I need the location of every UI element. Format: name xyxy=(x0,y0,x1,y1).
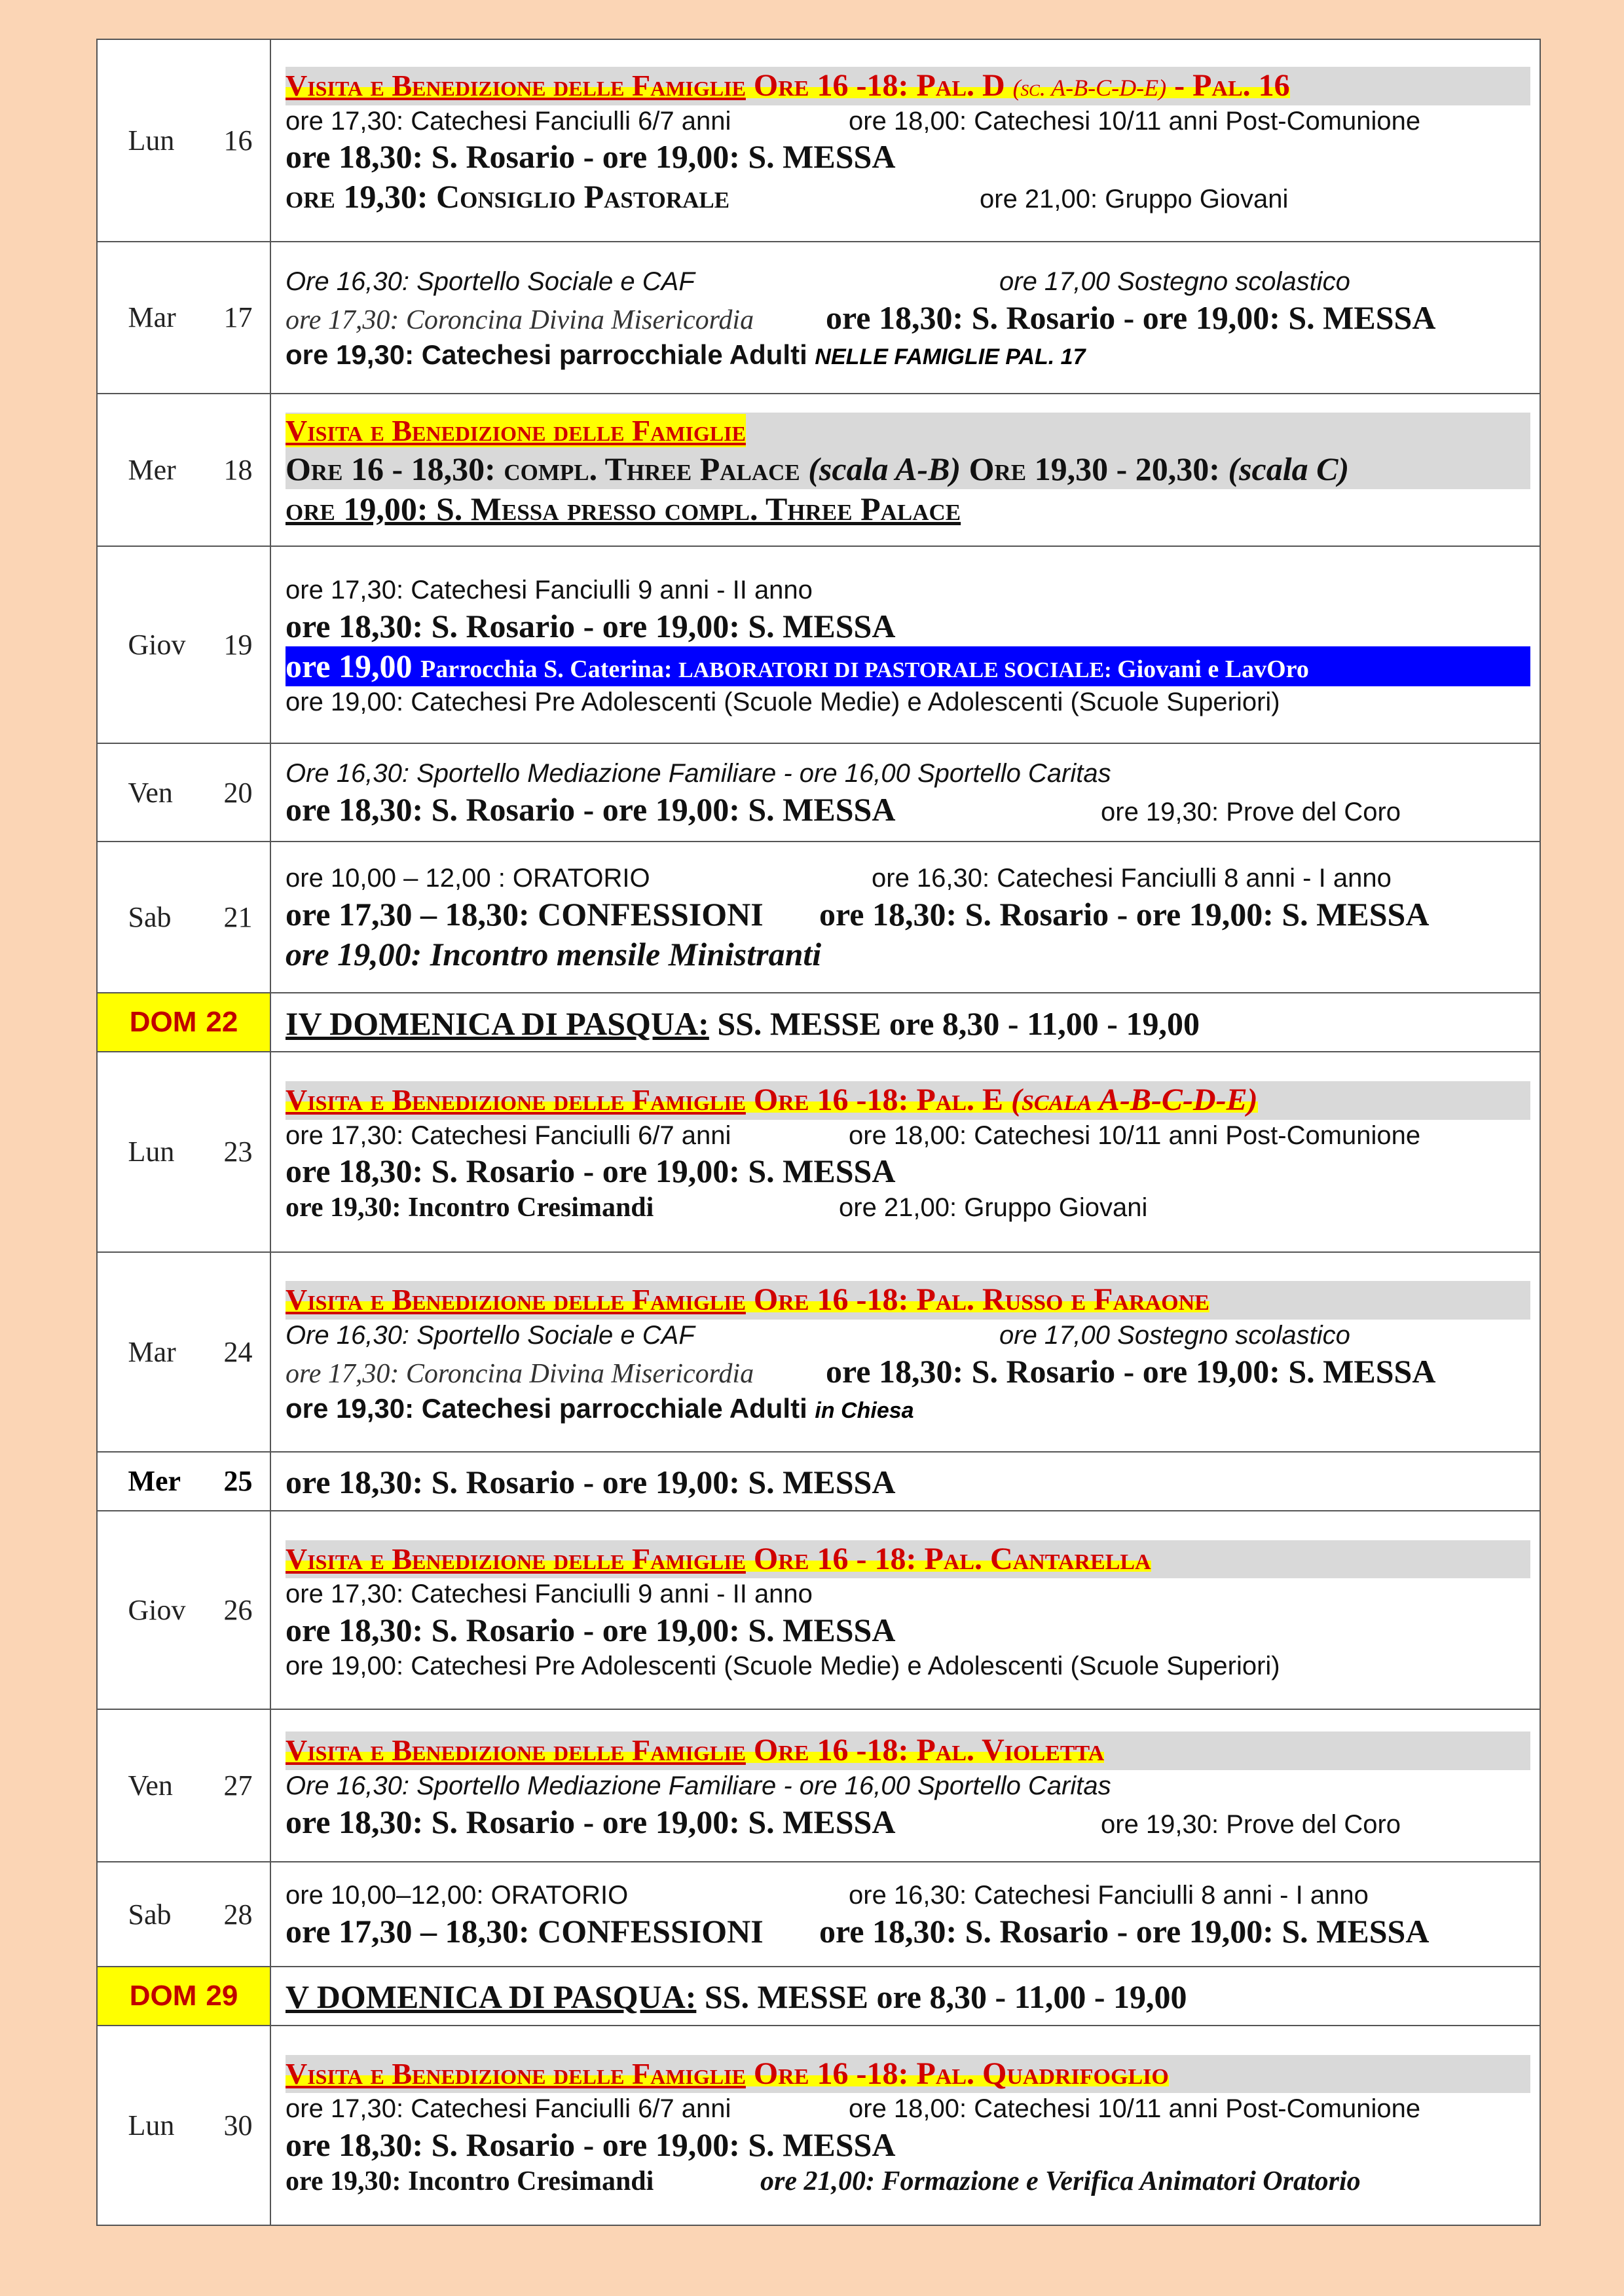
event-text: Ore 16,30: Sportello Mediazione Familiare - ore 16,00 Sportello Caritas xyxy=(286,1771,1111,1800)
events-cell xyxy=(271,394,1540,546)
schedule-row xyxy=(98,1052,1540,1252)
schedule-row xyxy=(98,993,1540,1052)
day-cell xyxy=(98,1453,271,1510)
event-text: ore 21,00: Gruppo Giovani xyxy=(980,185,1289,214)
day-number: 19 xyxy=(223,629,253,661)
event-text: Ore 16,30: Sportello Sociale e CAF xyxy=(286,1320,695,1350)
day-cell xyxy=(98,1052,271,1251)
events-cell xyxy=(271,1453,1540,1510)
events-cell xyxy=(271,1967,1540,2025)
day-number: 27 xyxy=(223,1769,253,1802)
event-line xyxy=(286,1191,1530,1225)
event-text: Visita e Benedizione delle Famiglie xyxy=(286,1083,746,1117)
event-line xyxy=(286,1731,1530,1770)
event-line xyxy=(286,1151,1530,1191)
event-line xyxy=(286,413,1530,449)
event-text: ore 19,30: Catechesi parrocchiale Adulti xyxy=(286,1392,815,1424)
schedule-row xyxy=(98,2026,1540,2225)
event-text: Visita e Benedizione delle Famiglie xyxy=(286,1283,746,1317)
event-text: ore 18,00: Catechesi 10/11 anni Post-Comunione xyxy=(849,2094,1421,2124)
events-cell xyxy=(271,1710,1540,1861)
day-number: 20 xyxy=(223,776,253,809)
day-cell xyxy=(98,40,271,241)
event-text: Ore 16,30: Sportello Sociale e CAF xyxy=(286,267,695,297)
day-number: 24 xyxy=(223,1335,253,1368)
event-text: (scala A-B) xyxy=(808,451,961,488)
day-name: Ven xyxy=(128,1769,173,1802)
schedule-row xyxy=(98,842,1540,993)
day-name: Mar xyxy=(128,1335,176,1368)
event-text: IV DOMENICA DI PASQUA: xyxy=(286,1005,709,1042)
event-text: Ore 16 -18: Pal. D xyxy=(745,67,1013,103)
event-text: ore 18,30: S. Rosario - ore 19,00: S. MESSA xyxy=(819,896,1430,933)
event-line xyxy=(286,1281,1530,1320)
event-text: LABORATORI DI PASTORALE SOCIALE: xyxy=(678,657,1118,682)
events-cell xyxy=(271,1862,1540,1966)
event-text: ore 19,30: Incontro Cresimandi xyxy=(286,1193,654,1223)
day-cell xyxy=(98,1710,271,1861)
event-line xyxy=(286,1977,1530,2017)
event-line xyxy=(286,177,1530,217)
schedule-row xyxy=(98,1253,1540,1453)
day-number: 18 xyxy=(223,453,253,486)
event-text: ore 16,30: Catechesi Fanciulli 8 anni - I anno xyxy=(872,864,1392,893)
event-text: Visita e Benedizione delle Famiglie xyxy=(286,2056,746,2090)
day-name: Sab xyxy=(128,1898,172,1931)
event-line xyxy=(286,137,1530,177)
event-text: ore 19,30: Catechesi parrocchiale Adulti xyxy=(286,339,815,371)
event-text: ore 18,30: S. Rosario - ore 19,00: S. MESSA xyxy=(819,1912,1430,1950)
day-number: 25 xyxy=(223,1465,253,1498)
event-text: ore 17,30: Catechesi Fanciulli 6/7 anni xyxy=(286,106,731,136)
day-number: 29 xyxy=(206,1979,238,2012)
event-text: ore 17,30 – 18,30: CONFESSIONI xyxy=(286,1912,764,1950)
day-cell xyxy=(98,1967,271,2025)
event-text: ore 19,00: Catechesi Pre Adolescenti (Scuole Medie) e Adolescenti (Scuole Superiori) xyxy=(286,1651,1280,1680)
event-text: ore 18,30: S. Rosario - ore 19,00: S. MESSA xyxy=(286,607,896,644)
day-number: 23 xyxy=(223,1136,253,1168)
events-cell xyxy=(271,1253,1540,1451)
event-text: SS. MESSE ore 8,30 - 11,00 - 19,00 xyxy=(709,1005,1200,1042)
event-text: V DOMENICA DI PASQUA: xyxy=(286,1978,697,2016)
event-line xyxy=(286,1462,1530,1502)
day-cell xyxy=(98,1862,271,1966)
event-text: ore 17,30: Catechesi Fanciulli 6/7 anni xyxy=(286,1120,731,1150)
event-text: ore 18,30: S. Rosario - ore 19,00: S. MESSA xyxy=(286,2126,896,2163)
event-line xyxy=(286,1650,1530,1682)
event-text: NELLE FAMIGLIE PAL. 17 xyxy=(815,344,1086,370)
event-text: Ore 16 - 18,30: compl. Three Palace xyxy=(286,451,809,488)
day-cell xyxy=(98,394,271,546)
event-line xyxy=(286,1770,1530,1802)
event-line xyxy=(286,935,1530,974)
day-name: Lun xyxy=(128,1136,175,1168)
schedule-sheet xyxy=(96,39,1541,2226)
event-text: ore 18,30: S. Rosario - ore 19,00: S. MESSA xyxy=(286,1464,896,1501)
event-text: ore 17,30: Catechesi Fanciulli 6/7 anni xyxy=(286,2094,731,2124)
event-text: Ore 16 - 18: Pal. Cantarella xyxy=(745,1541,1151,1576)
event-text: Ore 16 -18: Pal. E xyxy=(745,1083,1012,1118)
event-text: ore 10,00 – 12,00 : ORATORIO xyxy=(286,864,650,893)
schedule-row xyxy=(98,242,1540,394)
event-text: ore 19,30: Consiglio Pastorale xyxy=(286,178,730,215)
event-text: ore 19,30: Incontro Cresimandi xyxy=(286,2166,654,2196)
event-line xyxy=(286,2165,1530,2198)
day-name: DOM xyxy=(129,1006,197,1039)
schedule-table xyxy=(98,40,1540,2225)
events-cell xyxy=(271,842,1540,992)
event-line xyxy=(286,298,1530,338)
event-line xyxy=(286,790,1530,830)
event-line xyxy=(286,1081,1530,1120)
event-text: ore 18,30: S. Rosario - ore 19,00: S. MESSA xyxy=(286,138,896,176)
events-cell xyxy=(271,993,1540,1051)
event-text: ore 18,30: S. Rosario - ore 19,00: S. MESSA xyxy=(286,1803,896,1840)
day-cell xyxy=(98,2026,271,2225)
events-cell xyxy=(271,547,1540,743)
event-line xyxy=(286,758,1530,790)
event-line xyxy=(286,606,1530,646)
event-text: Ore 16 -18: Pal. Violetta xyxy=(745,1733,1105,1768)
events-cell xyxy=(271,40,1540,241)
event-text: ore 16,30: Catechesi Fanciulli 8 anni - I anno xyxy=(849,1881,1369,1910)
event-text: ore 18,30: S. Rosario - ore 19,00: S. MESSA xyxy=(286,1153,896,1190)
event-line xyxy=(286,1352,1530,1392)
event-line xyxy=(286,1578,1530,1610)
event-line xyxy=(286,1320,1530,1352)
event-text: Ore 16,30: Sportello Mediazione Familiare - ore 16,00 Sportello Caritas xyxy=(286,759,1111,788)
event-text: Ore 16 -18: Pal. Russo e Faraone xyxy=(745,1282,1209,1318)
day-number: 17 xyxy=(223,301,253,334)
event-line xyxy=(286,449,1530,489)
events-cell xyxy=(271,1052,1540,1251)
day-cell xyxy=(98,993,271,1051)
event-text: Visita e Benedizione delle Famiglie xyxy=(286,1542,746,1576)
event-line xyxy=(286,646,1530,686)
day-name: Mer xyxy=(128,453,176,486)
day-cell xyxy=(98,842,271,992)
event-text: Visita e Benedizione delle Famiglie xyxy=(286,414,746,448)
day-cell xyxy=(98,1511,271,1709)
event-text: ore 17,30: Coroncina Divina Misericordia xyxy=(286,1358,754,1389)
event-text: ore 18,00: Catechesi 10/11 anni Post-Comunione xyxy=(849,106,1421,136)
event-text: ore 17,30: Catechesi Fanciulli 9 anni - II anno xyxy=(286,1580,813,1609)
event-line xyxy=(286,1610,1530,1650)
event-text: (scala C) xyxy=(1228,451,1350,488)
day-name: Mer xyxy=(128,1465,181,1498)
event-text: Parrocchia S. Caterina: xyxy=(420,655,678,683)
event-text: in Chiesa xyxy=(815,1398,914,1423)
day-cell xyxy=(98,1253,271,1451)
event-text: ore 17,00 Sostegno scolastico xyxy=(999,1320,1350,1350)
event-text: ore 18,30: S. Rosario - ore 19,00: S. MESSA xyxy=(826,299,1436,337)
event-line xyxy=(286,686,1530,718)
event-line xyxy=(286,2093,1530,2125)
event-text: ore 18,00: Catechesi 10/11 anni Post-Comunione xyxy=(849,1120,1421,1150)
day-number: 22 xyxy=(206,1006,238,1039)
day-number: 28 xyxy=(223,1898,253,1931)
event-line xyxy=(286,338,1530,371)
schedule-row xyxy=(98,744,1540,842)
day-cell xyxy=(98,242,271,392)
event-text: ore 21,00: Gruppo Giovani xyxy=(839,1193,1148,1223)
event-text: SS. MESSE ore 8,30 - 11,00 - 19,00 xyxy=(696,1978,1187,2016)
events-cell xyxy=(271,2026,1540,2225)
schedule-row xyxy=(98,40,1540,242)
event-line xyxy=(286,862,1530,895)
event-line xyxy=(286,2125,1530,2165)
event-line xyxy=(286,1879,1530,1912)
event-line xyxy=(286,1004,1530,1044)
event-text: Ore 19,30 - 20,30: xyxy=(961,451,1228,488)
schedule-row xyxy=(98,394,1540,547)
day-number: 26 xyxy=(223,1593,253,1626)
event-text: ore 10,00–12,00: ORATORIO xyxy=(286,1881,629,1910)
event-text: Visita e Benedizione delle Famiglie xyxy=(286,1733,746,1768)
events-cell xyxy=(271,744,1540,841)
event-line xyxy=(286,489,1530,529)
event-text: ore 17,30 – 18,30: CONFESSIONI xyxy=(286,896,764,933)
events-cell xyxy=(271,242,1540,392)
event-text: - Pal. 16 xyxy=(1166,67,1290,103)
event-line xyxy=(286,1802,1530,1842)
event-text: Giovani e LavOro xyxy=(1117,655,1309,683)
event-text: (scala A-B-C-D-E) xyxy=(1011,1083,1258,1118)
day-number: 16 xyxy=(223,124,253,157)
event-line xyxy=(286,1540,1530,1579)
day-name: Giov xyxy=(128,1593,186,1626)
day-name: Mar xyxy=(128,301,176,334)
events-cell xyxy=(271,1511,1540,1709)
schedule-row xyxy=(98,1710,1540,1862)
event-text: ore 17,00 Sostegno scolastico xyxy=(999,267,1350,297)
event-text: ore 19,30: Prove del Coro xyxy=(1101,1809,1401,1839)
schedule-row xyxy=(98,1453,1540,1511)
event-text: ore 19,00: Incontro mensile Ministranti xyxy=(286,936,822,973)
event-text: (sc. A-B-C-D-E) xyxy=(1012,74,1167,101)
event-line xyxy=(286,1392,1530,1425)
day-cell xyxy=(98,744,271,841)
event-text: ore 19,30: Prove del Coro xyxy=(1101,798,1401,827)
day-name: Ven xyxy=(128,776,173,809)
event-text: ore 18,30: S. Rosario - ore 19,00: S. MESSA xyxy=(826,1352,1436,1390)
event-line xyxy=(286,67,1530,105)
day-name: Lun xyxy=(128,2109,175,2141)
event-text: ore 19,00 xyxy=(286,647,420,684)
day-name: DOM xyxy=(129,1979,197,2012)
event-text: ore 19,00: S. Messa presso compl. Three Palace xyxy=(286,491,961,528)
day-name: Sab xyxy=(128,901,172,934)
event-line xyxy=(286,1912,1530,1952)
event-line xyxy=(286,574,1530,606)
schedule-row xyxy=(98,1967,1540,2026)
day-cell xyxy=(98,547,271,743)
event-line xyxy=(286,266,1530,298)
schedule-row xyxy=(98,547,1540,744)
day-name: Giov xyxy=(128,629,186,661)
event-line xyxy=(286,895,1530,935)
schedule-row xyxy=(98,1511,1540,1710)
event-text: ore 17,30: Coroncina Divina Misericordia xyxy=(286,305,754,336)
day-name: Lun xyxy=(128,124,175,157)
day-number: 21 xyxy=(223,901,253,934)
event-text: ore 18,30: S. Rosario - ore 19,00: S. MESSA xyxy=(286,1611,896,1648)
day-number: 30 xyxy=(223,2109,253,2141)
event-text: ore 21,00: Formazione e Verifica Animatori Oratorio xyxy=(760,2166,1361,2196)
event-line xyxy=(286,1120,1530,1152)
schedule-row xyxy=(98,1862,1540,1967)
event-line xyxy=(286,2055,1530,2094)
event-text: ore 18,30: S. Rosario - ore 19,00: S. MESSA xyxy=(286,791,896,828)
event-line xyxy=(286,105,1530,138)
event-text: Visita e Benedizione delle Famiglie xyxy=(286,68,746,102)
event-text: ore 19,00: Catechesi Pre Adolescenti (Scuole Medie) e Adolescenti (Scuole Superiori) xyxy=(286,687,1280,716)
event-text: ore 17,30: Catechesi Fanciulli 9 anni - II anno xyxy=(286,575,813,604)
event-text: Ore 16 -18: Pal. Quadrifoglio xyxy=(745,2056,1169,2091)
